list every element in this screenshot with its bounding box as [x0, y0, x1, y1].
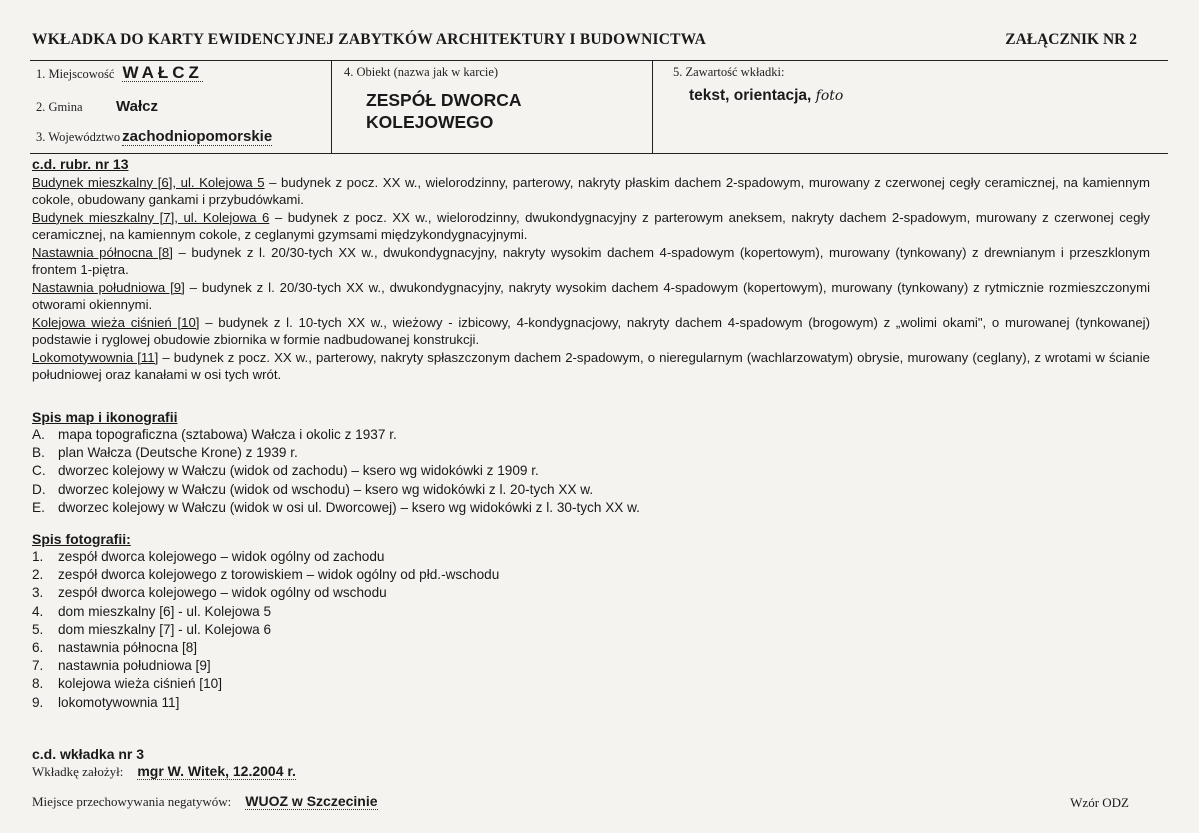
photo-item-marker: 2. — [32, 567, 44, 583]
map-item-marker: B. — [32, 445, 45, 461]
locality-label: 1. Miejscowość — [36, 67, 115, 81]
map-item — [32, 462, 1132, 480]
object-name — [366, 89, 522, 133]
building-description — [32, 174, 1150, 209]
map-item — [32, 444, 1132, 462]
map-item — [32, 481, 1132, 499]
object-name-line1: ZESPÓŁ DWORCA — [366, 90, 522, 110]
photo-item-marker: 5. — [32, 621, 44, 637]
photo-item — [32, 548, 1132, 566]
photos-heading: Spis fotografii: — [32, 531, 131, 547]
map-item-text: dworzec kolejowy w Wałczu (widok od wschodu) – ksero wg widokówki z l. 20-tych XX w. — [58, 481, 594, 497]
content-value-handwritten: foto — [815, 88, 844, 104]
content-value — [689, 87, 843, 105]
photo-item-marker: 3. — [32, 585, 44, 601]
photo-item — [32, 657, 1132, 675]
created-by-row — [32, 764, 296, 780]
commune-label: 2. Gmina — [36, 100, 83, 114]
map-item-marker: D. — [32, 481, 46, 497]
maps-list — [32, 426, 1132, 517]
building-text: – budynek z pocz. XX w., parterowy, nakryty spłaszczonym dachem 2-spadowym, o nieregularnym (wachlarzowatym) obrysie, murowany (ceglany), z wrotami w ścianie południowej oraz kanałami w osi tych wrót. — [32, 349, 1150, 382]
map-item-marker: C. — [32, 463, 46, 479]
map-item — [32, 426, 1132, 444]
voivodeship-value: zachodniopomorskie — [122, 128, 273, 145]
next-insert: c.d. wkładka nr 3 — [32, 746, 145, 762]
photo-item-marker: 7. — [32, 658, 44, 674]
document-title: WKŁADKA DO KARTY EWIDENCYJNEJ ZABYTKÓW ARCHITEKTURY I BUDOWNICTWA — [32, 31, 707, 48]
map-item-text: dworzec kolejowy w Wałczu (widok od zachodu) – ksero wg widokówki z 1909 r. — [58, 463, 539, 479]
maps-section — [32, 408, 1132, 517]
building-description — [32, 209, 1150, 244]
building-text: – budynek z l. 10-tych XX w., wieżowy - izbicowy, 4-kondygnacjowy, nakryty dachem 4-spadowym (brogowym) z „wolimi okami", o murowanej (tynkowanej) podstawie i ryglowej obudowie zbiornika w formie nadbudowanej konstrukcji. — [32, 314, 1150, 347]
building-title: Budynek mieszkalny [6], ul. Kolejowa 5 — [32, 174, 265, 190]
photo-item-text: zespół dworca kolejowego – widok ogólny od wschodu — [58, 585, 387, 601]
building-description — [32, 349, 1150, 384]
map-item — [32, 499, 1132, 517]
content-cell — [653, 61, 1168, 153]
building-title: Budynek mieszkalny [7], ul. Kolejowa 6 — [32, 209, 270, 225]
negatives-row — [32, 794, 378, 810]
photo-item-marker: 6. — [32, 640, 44, 656]
continuation-heading: c.d. rubr. nr 13 — [32, 156, 129, 172]
header-grid — [30, 60, 1168, 154]
photo-item-marker: 8. — [32, 676, 44, 692]
negatives-label: Miejsce przechowywania negatywów: — [32, 794, 232, 809]
content-label: 5. Zawartość wkładki: — [673, 65, 785, 79]
photo-item-text: lokomotywownia 11] — [58, 694, 180, 710]
map-item-marker: A. — [32, 427, 45, 442]
negatives-value: WUOZ w Szczecinie — [245, 793, 378, 809]
photo-item-marker: 9. — [32, 694, 44, 710]
photo-item — [32, 694, 1132, 712]
building-text: – budynek z l. 20/30-tych XX w., dwukondygnacyjny, nakryty wysokim dachem 4-spadowym (kopertowym), murowany (tynkowany) z rytmicznie rozmieszczonymi otworami okiennymi. — [32, 279, 1150, 312]
photo-item-text: nastawnia południowa [9] — [58, 658, 211, 674]
map-item-text: plan Wałcza (Deutsche Krone) z 1939 r. — [58, 445, 298, 461]
locality-value: WAŁCZ — [122, 63, 203, 82]
building-description — [32, 314, 1150, 349]
building-title: Nastawnia północna [8] — [32, 244, 173, 260]
photos-list — [32, 548, 1132, 712]
maps-heading: Spis map i ikonografii — [32, 409, 178, 425]
commune-value: Wałcz — [116, 98, 158, 115]
photo-item — [32, 603, 1132, 621]
photo-item — [32, 621, 1132, 639]
photo-item-text: zespół dworca kolejowego z torowiskiem – widok ogólny od płd.-wschodu — [58, 567, 500, 583]
continuation-paragraphs — [32, 174, 1150, 384]
content-value-typed: tekst, orientacja, — [689, 87, 812, 104]
map-item-text: dworzec kolejowy w Wałczu (widok w osi ul. Dworcowej) – ksero wg widokówki z l. 30-tych XX w. — [58, 499, 640, 515]
building-text: – budynek z pocz. XX w., wielorodzinny, parterowy, nakryty płaskim dachem 2-spadowym, murowany z czerwonej cegły ceramicznej, na kamiennym cokole, obudowany gankami i przybudówkami. — [32, 174, 1151, 207]
photo-item-text: nastawnia północna [8] — [58, 640, 198, 656]
photo-item — [32, 675, 1132, 693]
building-text: – budynek z l. 20/30-tych XX w., dwukondygnacyjny, nakryty wysokim dachem 4-spadowym (kopertowym), murowany (tynkowany) z drewnianym i przeszklonym frontem 1-piętra. — [32, 244, 1151, 277]
building-description — [32, 279, 1150, 314]
photo-item-marker: 4. — [32, 603, 44, 619]
map-item-text: mapa topograficzna (sztabowa) Wałcza i okolic z 1937 r. — [58, 427, 397, 442]
object-label: 4. Obiekt (nazwa jak w karcie) — [344, 65, 499, 79]
building-title: Lokomotywownia [11] — [32, 349, 159, 365]
object-cell — [332, 61, 653, 153]
photo-item — [32, 566, 1132, 584]
building-title: Nastawnia południowa [9] — [32, 279, 185, 295]
photo-item-text: dom mieszkalny [7] - ul. Kolejowa 6 — [58, 621, 272, 637]
photo-item-text: dom mieszkalny [6] - ul. Kolejowa 5 — [58, 603, 272, 619]
map-item-marker: E. — [32, 499, 45, 515]
template-id: Wzór ODZ — [1070, 795, 1129, 810]
continuation-section — [32, 156, 1150, 384]
building-text: – budynek z pocz. XX w., wielorodzinny, dwukondygnacyjny z parterowym aneksem, nakryty dachem 2-spadowym, murowany z czerwonej cegły ceramicznej, na kamiennym cokole, z ceglanymi gzymsami międzykondygnacyjnymi. — [32, 209, 1150, 242]
photo-item-text: kolejowa wieża ciśnień [10] — [58, 676, 222, 692]
object-name-line2: KOLEJOWEGO — [366, 112, 494, 132]
location-cell — [30, 61, 332, 153]
attachment-number: ZAŁĄCZNIK NR 2 — [1005, 31, 1137, 48]
building-description — [32, 244, 1150, 279]
photos-section — [32, 530, 1132, 712]
building-title: Kolejowa wieża ciśnień [10] — [32, 314, 200, 330]
photo-item — [32, 584, 1132, 602]
created-by-label: Wkładkę założył: — [32, 764, 124, 779]
photo-item-marker: 1. — [32, 549, 44, 564]
voivodeship-label: 3. Województwo — [36, 130, 121, 144]
photo-item-text: zespół dworca kolejowego – widok ogólny od zachodu — [58, 549, 385, 564]
photo-item — [32, 639, 1132, 657]
created-by-value: mgr W. Witek, 12.2004 r. — [137, 763, 296, 779]
